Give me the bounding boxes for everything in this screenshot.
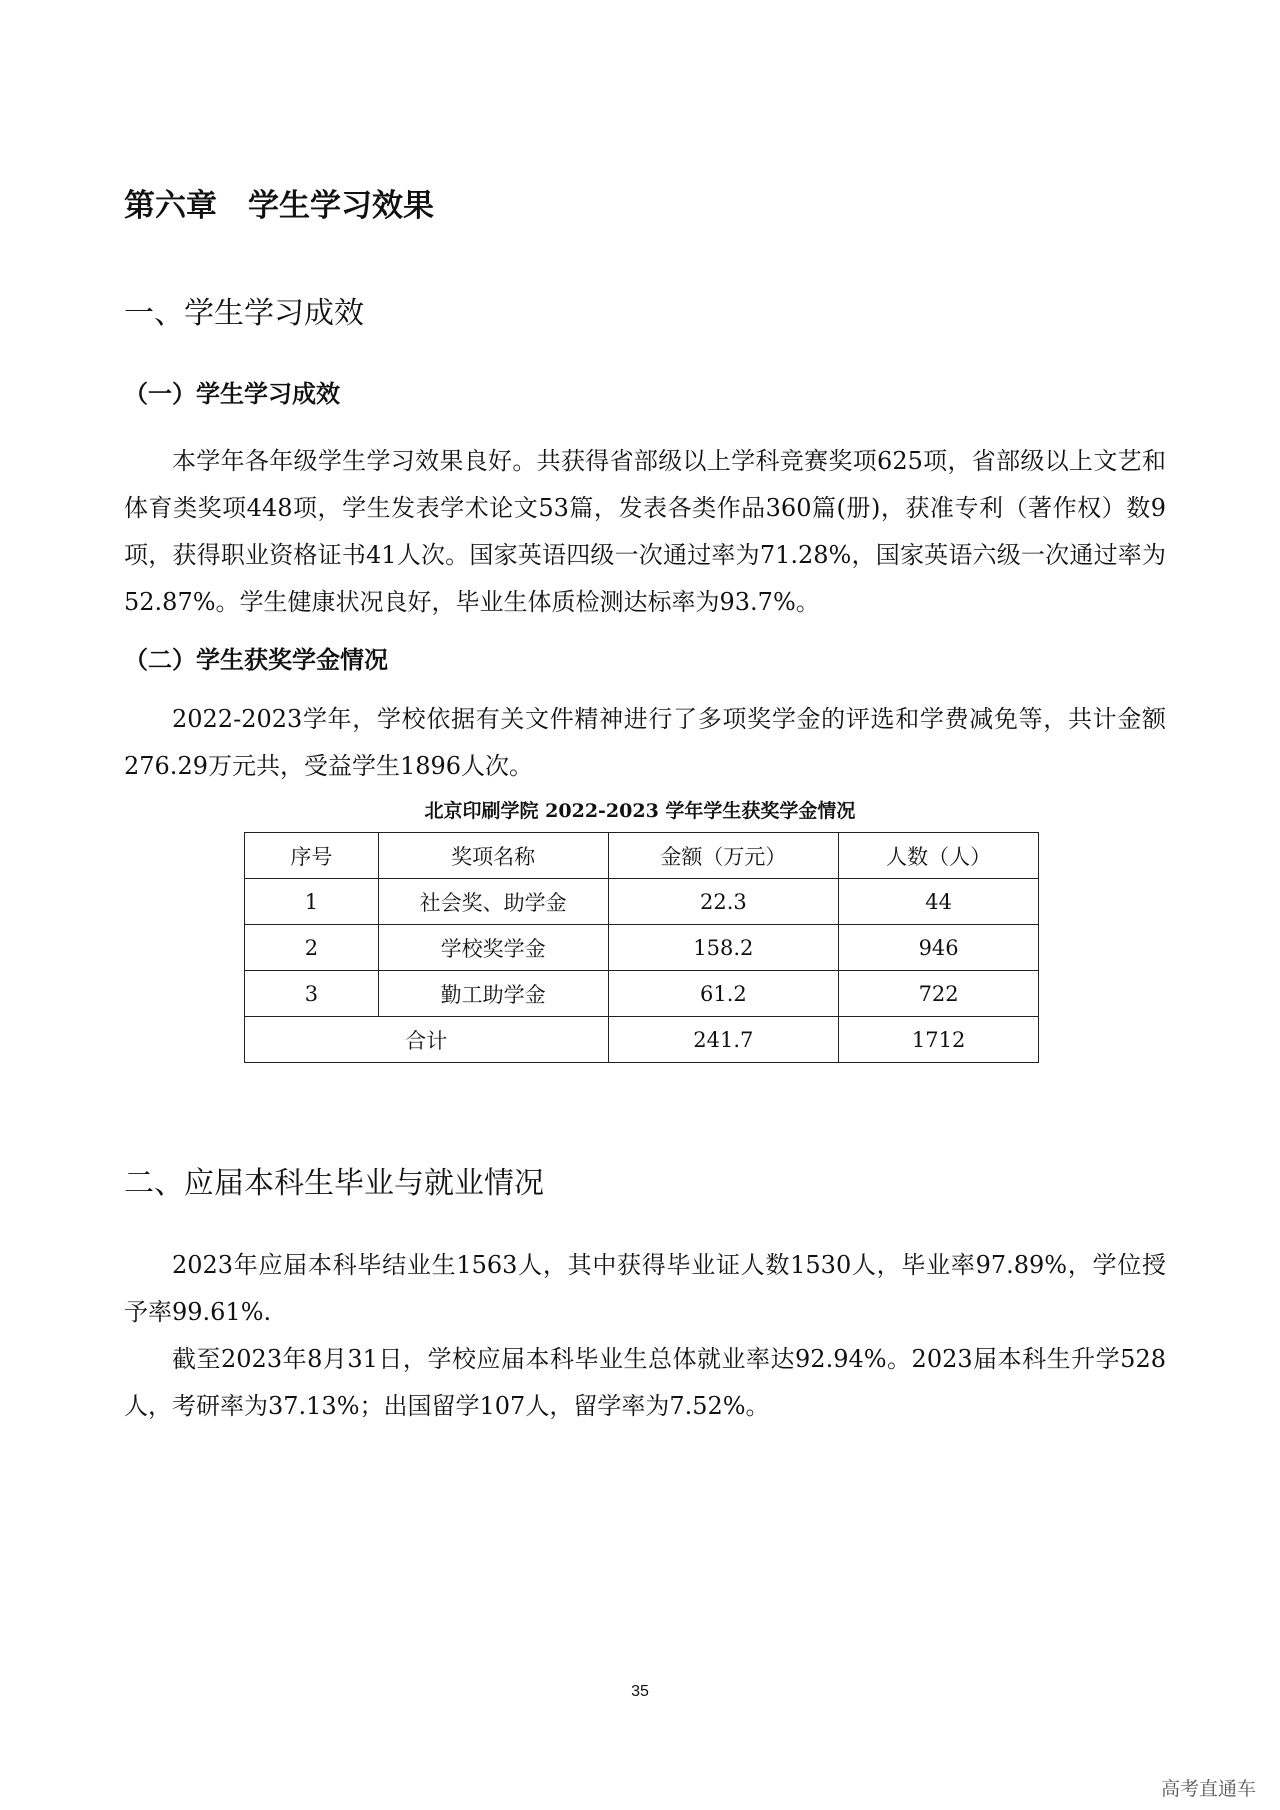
cell-count: 946 xyxy=(839,925,1039,971)
header-count: 人数（人） xyxy=(839,833,1039,879)
cell-total-label: 合计 xyxy=(245,1017,609,1063)
cell-count: 722 xyxy=(839,971,1039,1017)
subsection-2-title: （二）学生获奖学金情况 xyxy=(124,646,388,674)
table-row xyxy=(245,879,1039,925)
table-header-row xyxy=(245,833,1039,879)
chapter-title: 第六章 学生学习效果 xyxy=(124,188,434,224)
table-total-row xyxy=(245,1017,1039,1063)
cell-amount: 158.2 xyxy=(608,925,839,971)
graduation-paragraph: 2023年应届本科毕结业生1563人，其中获得毕业证人数1530人，毕业率97.89%，学位授予率99.61%. xyxy=(124,1251,1166,1326)
table-row xyxy=(245,971,1039,1017)
cell-award-name: 学校奖学金 xyxy=(378,925,608,971)
header-amount: 金额（万元） xyxy=(608,833,839,879)
scholarship-paragraph: 2022-2023学年，学校依据有关文件精神进行了多项奖学金的评选和学费减免等，共计金额276.29万元共，受益学生1896人次。 xyxy=(124,705,1166,780)
cell-index: 1 xyxy=(245,879,379,925)
header-award-name: 奖项名称 xyxy=(378,833,608,879)
scholarship-table xyxy=(244,832,1039,1063)
cell-index: 2 xyxy=(245,925,379,971)
table-caption: 北京印刷学院 2022-2023 学年学生获奖学金情况 xyxy=(424,800,856,822)
cell-total-count: 1712 xyxy=(839,1017,1039,1063)
learning-outcomes-paragraph: 本学年各年级学生学习效果良好。共获得省部级以上学科竞赛奖项625项，省部级以上文艺和体育类奖项448项，学生发表学术论文53篇，发表各类作品360篇(册)，获准专利（著作权）数9项，获得职业资格证书41人次。国家英语四级一次通过率为71.28%，国家英语六级一次通过率为52.87%。学生健康状况良好，毕业生体质检测达标率为93.7%。 xyxy=(124,447,1166,616)
section-1-title: 一、学生学习成效 xyxy=(124,296,364,331)
section-2-title: 二、应届本科生毕业与就业情况 xyxy=(124,1166,544,1201)
subsection-1-title: （一）学生学习成效 xyxy=(124,380,340,408)
watermark: 高考直通车 xyxy=(1160,1778,1256,1800)
cell-award-name: 社会奖、助学金 xyxy=(378,879,608,925)
page-number: 35 xyxy=(631,1683,649,1700)
cell-count: 44 xyxy=(839,879,1039,925)
cell-award-name: 勤工助学金 xyxy=(378,971,608,1017)
table-row xyxy=(245,925,1039,971)
cell-amount: 61.2 xyxy=(608,971,839,1017)
cell-index: 3 xyxy=(245,971,379,1017)
header-index: 序号 xyxy=(245,833,379,879)
employment-paragraph: 截至2023年8月31日，学校应届本科毕业生总体就业率达92.94%。2023届本科生升学528人，考研率为37.13%；出国留学107人，留学率为7.52%。 xyxy=(124,1345,1166,1420)
cell-amount: 22.3 xyxy=(608,879,839,925)
cell-total-amount: 241.7 xyxy=(608,1017,839,1063)
